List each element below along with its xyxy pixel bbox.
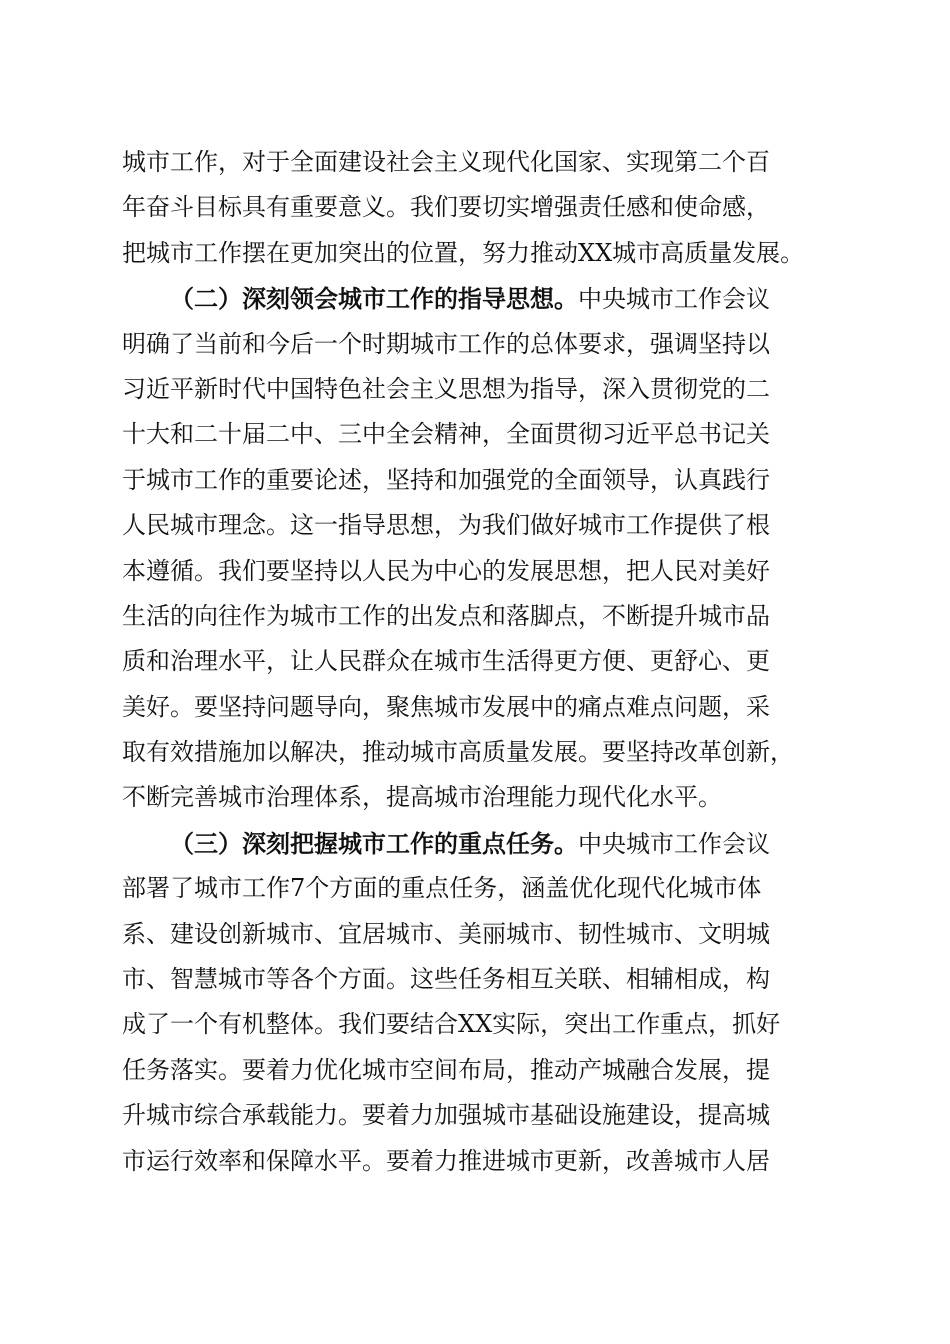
paragraph-3-lead-text: 中央城市工作会议 xyxy=(578,829,770,858)
text-line: 系、建设创新城市、宜居城市、美丽城市、韧性城市、文明城 xyxy=(122,919,770,948)
text-line: 明确了当前和今后一个时期城市工作的总体要求，强调坚持以 xyxy=(122,329,770,358)
paragraph-2-first-line xyxy=(122,276,828,321)
text-line: 十大和二十届二中、三中全会精神，全面贯彻习近平总书记关 xyxy=(122,420,770,449)
text-line: 部署了城市工作7个方面的重点任务，涵盖优化现代化城市体 xyxy=(122,874,762,903)
text-line: 生活的向往作为城市工作的出发点和落脚点，不断提升城市品 xyxy=(122,601,770,630)
paragraph-2-lead-text: 中央城市工作会议 xyxy=(578,285,770,314)
document-body xyxy=(122,140,828,1184)
text-line: 把城市工作摆在更加突出的位置，努力推动XX城市高质量发展。 xyxy=(122,238,805,267)
text-line: 于城市工作的重要论述，坚持和加强党的全面领导，认真践行 xyxy=(122,465,770,494)
section-heading-2: （二）深刻领会城市工作的指导思想。 xyxy=(170,284,578,314)
text-line: 不断完善城市治理体系，提高城市治理能力现代化水平。 xyxy=(122,783,722,812)
text-line: 市运行效率和保障水平。要着力推进城市更新，改善城市人居 xyxy=(122,1146,770,1175)
text-line: 升城市综合承载能力。要着力加强城市基础设施建设，提高城 xyxy=(122,1101,770,1130)
text-line: 质和治理水平，让人民群众在城市生活得更方便、更舒心、更 xyxy=(122,647,770,676)
text-line: 成了一个有机整体。我们要结合XX实际，突出工作重点，抓好 xyxy=(122,1010,781,1039)
text-line: 任务落实。要着力优化城市空间布局，推动产城融合发展，提 xyxy=(122,1055,770,1084)
text-line: 本遵循。我们要坚持以人民为中心的发展思想，把人民对美好 xyxy=(122,556,770,585)
text-line: 年奋斗目标具有重要意义。我们要切实增强责任感和使命感， xyxy=(122,193,770,222)
text-line: 城市工作，对于全面建设社会主义现代化国家、实现第二个百 xyxy=(122,148,770,176)
section-heading-3: （三）深刻把握城市工作的重点任务。 xyxy=(170,828,578,858)
text-line: 市、智慧城市等各个方面。这些任务相互关联、相辅相成，构 xyxy=(122,965,770,994)
text-line: 习近平新时代中国特色社会主义思想为指导，深入贯彻党的二 xyxy=(122,374,770,403)
text-line: 取有效措施加以解决，推动城市高质量发展。要坚持改革创新， xyxy=(122,738,794,767)
text-line: 美好。要坚持问题导向，聚焦城市发展中的痛点难点问题，采 xyxy=(122,692,770,721)
text-line: 人民城市理念。这一指导思想，为我们做好城市工作提供了根 xyxy=(122,511,770,540)
paragraph-3-first-line xyxy=(122,821,828,866)
